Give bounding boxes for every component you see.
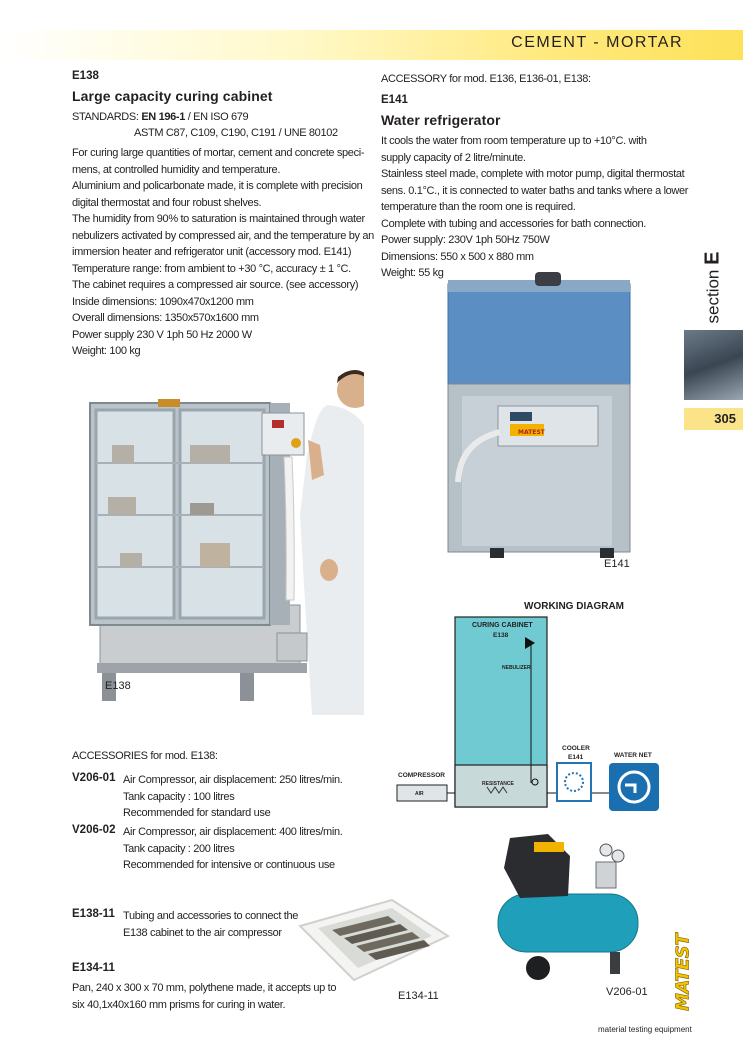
accessories-heading: ACCESSORIES for mod. E138: [72,750,218,762]
standards-line-2: ASTM C87, C109, C190, C191 / UNE 80102 [134,127,338,139]
desc-line: nebulizers activated by compressed air, and the temperature by an [72,229,374,242]
e138-photo-caption: E138 [105,680,131,692]
accessory-line: Tubing and accessories to connect the [123,910,298,922]
standards-en196: EN 196-1 [141,111,185,123]
e138-code: E138 [72,70,99,82]
desc-line: Temperature range: from ambient to +30 °C, accuracy ± 1 °C. [72,262,351,275]
accessory-line: six 40,1x40x160 mm prisms for curing in water. [72,998,286,1011]
e141-refrigerator-photo [440,272,640,564]
e13411-code: E134-11 [72,962,115,974]
matest-logo-text: MATEST [672,934,694,1011]
v20601-description [123,772,342,822]
standards-label: STANDARDS: [72,111,139,123]
v20602-description [123,824,342,874]
desc-line: Weight: 55 kg [381,267,444,279]
desc-line: Dimensions: 550 x 500 x 880 mm [381,250,534,263]
diagram-air: AIR [415,791,424,797]
desc-line: Complete with tubing and accessories for bath connection. [381,217,646,230]
desc-line: mens, at controlled humidity and temperature. [72,163,281,176]
desc-line: sens. 0.1°C., it is connected to water baths and tanks where a lower [381,184,689,197]
desc-line: Power supply 230 V 1ph 50 Hz 2000 W [72,328,252,341]
accessory-line: Pan, 240 x 300 x 70 mm, polythene made, it accepts up to [72,982,337,994]
section-word: section [703,269,723,324]
accessory-line: Recommended for intensive or continuous use [123,859,335,871]
diagram-cabinet-label: CURING CABINET [472,622,533,629]
section-thumbnail [684,330,743,400]
compressor-caption: V206-01 [606,986,648,998]
desc-line: temperature than the room one is required. [381,201,576,213]
v20601-code: V206-01 [72,772,116,784]
standards-en-iso: / EN ISO 679 [184,111,249,123]
diagram-compressor: COMPRESSOR [398,772,445,779]
e141-description [381,133,688,282]
page-header-title: CEMENT - MORTAR [511,34,683,51]
section-letter: E [701,251,724,265]
diagram-cooler: COOLER [562,745,590,752]
diagram-cabinet-code: E138 [493,632,509,639]
pan-caption: E134-11 [398,990,439,1002]
desc-line: digital thermostat and four robust shelves. [72,196,262,209]
footer-tagline: material testing equipment [598,1025,692,1034]
e138-description [72,145,374,360]
desc-line: immersion heater and refrigerator unit (accessory mod. E141) [72,246,352,258]
v20602-code: V206-02 [72,824,116,836]
diagram-nebulizer: NEBULIZER [502,665,531,671]
diagram-resistance: RESISTANCE [482,781,514,787]
section-label [702,248,725,328]
diagram-cooler-code: E141 [568,754,584,761]
v20601-compressor-photo [490,828,650,988]
e141-title: Water refrigerator [381,112,501,128]
standards-line-1 [72,109,248,126]
diagram-title: WORKING DIAGRAM [524,601,624,612]
e138-cabinet-photo [72,365,364,717]
diagram-water-net: WATER NET [614,752,652,759]
desc-line: Power supply: 230V 1ph 50Hz 750W [381,234,550,246]
accessory-line: Tank capacity : 200 litres [123,842,235,855]
accessory-line: Recommended for standard use [123,807,271,819]
desc-line: The cabinet requires a compressed air source. (see accessory) [72,279,359,291]
accessory-line: Air Compressor, air displacement: 400 litres/min. [123,826,343,838]
e13411-pan-photo [292,896,452,986]
e141-photo-caption: E141 [604,558,630,570]
e13811-code: E138-11 [72,908,115,920]
working-diagram [395,615,665,815]
desc-line: It cools the water from room temperature up to +10°C. with [381,135,647,147]
e141-code: E141 [381,94,408,106]
desc-line: The humidity from 90% to saturation is maintained through water [72,213,365,225]
e13811-description [123,908,298,941]
desc-line: supply capacity of 2 litre/minute. [381,151,526,164]
accessory-for-heading: ACCESSORY for mod. E136, E136-01, E138: [381,73,591,85]
e141-brand-label: MATEST [518,429,545,436]
desc-line: For curing large quantities of mortar, cement and concrete speci- [72,147,365,159]
accessory-line: E138 cabinet to the air compressor [123,926,282,939]
matest-logo [668,934,698,1014]
desc-line: Aluminium and policarbonate made, it is complete with precision [72,180,363,192]
desc-line: Inside dimensions: 1090x470x1200 mm [72,295,254,308]
accessory-line: Air Compressor, air displacement: 250 litres/min. [123,774,343,786]
accessory-line: Tank capacity : 100 litres [123,790,235,803]
desc-line: Overall dimensions: 1350x570x1600 mm [72,312,259,324]
e138-title: Large capacity curing cabinet [72,88,273,104]
desc-line: Stainless steel made, complete with motor pump, digital thermostat [381,168,685,180]
desc-line: Weight: 100 kg [72,345,141,357]
page-number: 305 [714,411,736,426]
